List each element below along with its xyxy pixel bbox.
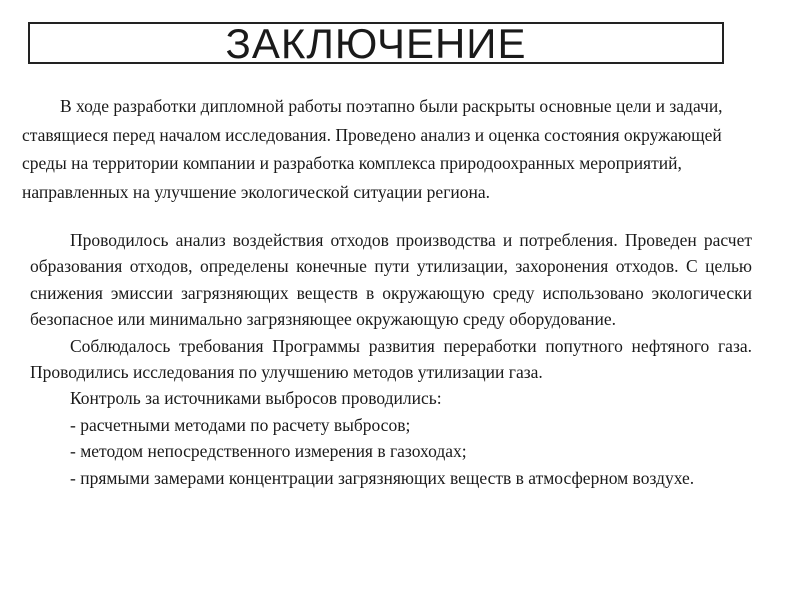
paragraph-emission-control: Контроль за источниками выбросов проводились: [70, 388, 442, 409]
list-item-direct-measurement: - методом непосредственного измерения в газоходах; [70, 441, 467, 462]
paragraph-gas-program: Соблюдалось требования Программы развития переработки попутного нефтяного газа. Проводились исследования по улучшению методов утилизации газа. [30, 335, 752, 383]
conclusion-body [30, 227, 752, 491]
intro-block [22, 92, 742, 206]
list-item-concentration-measurement: - прямыми замерами концентрации загрязняющих веществ в атмосферном воздухе. [70, 467, 695, 488]
title-box [28, 20, 724, 67]
intro-paragraph: В ходе разработки дипломной работы поэтапно были раскрыты основные цели и задачи, ставящиеся перед началом исследования. Проведено анализ и оценка состояния окружающей среды на территории компании и разработка комплекса природоохранных мероприятий, направленных на улучшение экологической ситуации региона. [22, 96, 723, 202]
paragraph-waste-analysis: Проводилось анализ воздействия отходов производства и потребления. Проведен расчет образования отходов, определены конечные пути утилизации, захоронения отходов. С целью снижения эмиссии загрязняющих веществ в окружающую среду использовано экологически безопасное или минимально загрязняющее окружающую среду оборудование. [30, 230, 752, 330]
page-title: ЗАКЛЮЧЕНИЕ [225, 20, 527, 67]
list-item-calculation: - расчетными методами по расчету выбросов; [70, 414, 411, 435]
